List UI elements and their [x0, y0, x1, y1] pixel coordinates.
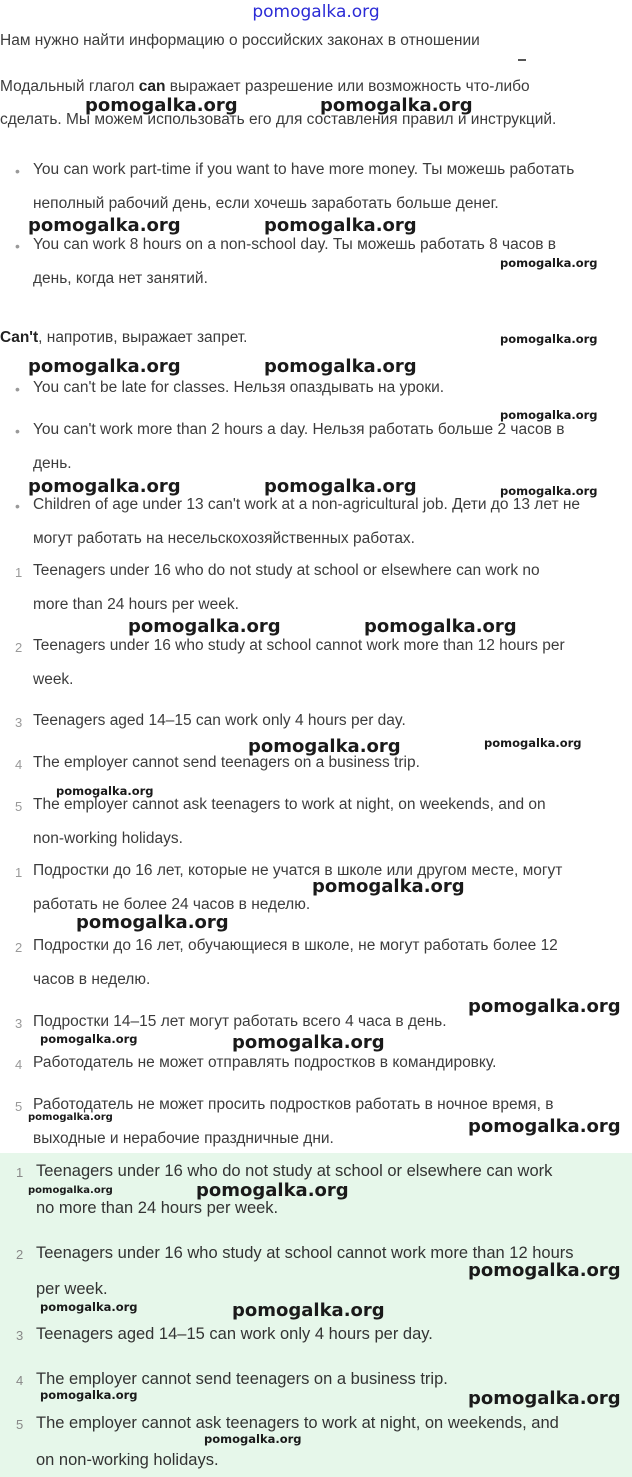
rule-line: more than 24 hours per week. — [33, 596, 239, 613]
modal-can-text-2: сделать. Мы можем использовать его для составления правил и инструкций. — [0, 111, 557, 128]
watermark: pomogalka.org — [204, 1432, 302, 1446]
list-number: 2 — [15, 640, 23, 655]
example-line: You can't work more than 2 hours a day. Нельзя работать больше 2 часов в — [33, 421, 565, 438]
rule-line: Подростки 14–15 лет могут работать всего 4 часа в день. — [33, 1013, 447, 1030]
watermark: pomogalka.org — [312, 876, 465, 897]
watermark: pomogalka.org — [500, 256, 598, 270]
rule-line: Teenagers under 16 who study at school cannot work more than 12 hours per — [33, 637, 565, 654]
watermark: pomogalka.org — [468, 996, 621, 1017]
watermark: pomogalka.org — [500, 332, 598, 346]
example-line: Children of age under 13 can't work at a non-agricultural job. Дети до 13 лет не — [33, 496, 581, 513]
list-number: 1 — [15, 865, 23, 880]
example-line: You can't be late for classes. Нельзя опаздывать на уроки. — [33, 379, 445, 396]
watermark: pomogalka.org — [264, 476, 417, 497]
example-line: день, когда нет занятий. — [33, 270, 208, 287]
watermark: pomogalka.org — [196, 1180, 349, 1201]
list-number: 5 — [16, 1417, 24, 1432]
answer-line: no more than 24 hours per week. — [36, 1199, 279, 1217]
rule-line: Подростки до 16 лет, которые не учатся в школе или другом месте, могут — [33, 862, 563, 879]
cant-text — [0, 329, 247, 347]
answer-line: Teenagers aged 14–15 can work only 4 hours per day. — [36, 1325, 433, 1343]
list-number: 3 — [15, 715, 23, 730]
rule-line: часов в неделю. — [33, 971, 151, 988]
answer-line: The employer cannot ask teenagers to work at night, on weekends, and — [36, 1414, 559, 1432]
bullet: • — [15, 238, 20, 254]
watermark: pomogalka.org — [484, 736, 582, 750]
example-line: You can work part-time if you want to have more money. Ты можешь работать — [33, 161, 575, 178]
rule-line: работать не более 24 часов в неделю. — [33, 896, 311, 913]
intro-text: Нам нужно найти информацию о российских законах в отношении — [0, 32, 480, 49]
rule-line: Teenagers aged 14–15 can work only 4 hours per day. — [33, 712, 406, 729]
rule-line: Работодатель не может отправлять подростков в командировку. — [33, 1054, 497, 1071]
example-line: могут работать на несельскохозяйственных работах. — [33, 530, 415, 547]
rule-line: Работодатель не может просить подростков работать в ночное время, в — [33, 1096, 554, 1113]
modal-text-pre: Модальный глагол — [0, 78, 139, 95]
bullet: • — [15, 163, 20, 179]
watermark: pomogalka.org — [40, 1388, 138, 1402]
watermark: pomogalka.org — [468, 1116, 621, 1137]
watermark: pomogalka.org — [500, 408, 598, 422]
watermark: pomogalka.org — [76, 912, 229, 933]
watermark: pomogalka.org — [468, 1260, 621, 1281]
example-line: неполный рабочий день, если хочешь заработать больше денег. — [33, 195, 499, 212]
example-line: You can work 8 hours on a non-school day. Ты можешь работать 8 часов в — [33, 236, 557, 253]
watermark: pomogalka.org — [500, 484, 598, 498]
rule-line: выходные и нерабочие праздничные дни. — [33, 1130, 334, 1147]
list-number: 4 — [15, 1057, 23, 1072]
watermark: pomogalka.org — [28, 1185, 113, 1196]
watermark: pomogalka.org — [232, 1032, 385, 1053]
watermark: pomogalka.org — [40, 1300, 138, 1314]
answer-line: Teenagers under 16 who do not study at school or elsewhere can work — [36, 1162, 553, 1180]
list-number: 5 — [15, 799, 23, 814]
cant-text-rest: , напротив, выражает запрет. — [38, 329, 248, 346]
bullet: • — [15, 381, 20, 397]
cut-text-fragment — [518, 58, 526, 61]
rule-line: Подростки до 16 лет, обучающиеся в школе, не могут работать более 12 — [33, 937, 558, 954]
answer-line: on non-working holidays. — [36, 1451, 219, 1469]
list-number: 4 — [16, 1373, 24, 1388]
example-line: день. — [33, 455, 72, 472]
rule-line: The employer cannot ask teenagers to work at night, on weekends, and on — [33, 796, 546, 813]
answer-line: per week. — [36, 1280, 108, 1298]
rule-line: non-working holidays. — [33, 830, 183, 847]
watermark: pomogalka.org — [232, 1300, 385, 1321]
watermark: pomogalka.org — [264, 356, 417, 377]
watermark: pomogalka.org — [28, 476, 181, 497]
watermark: pomogalka.org — [128, 616, 281, 637]
list-number: 3 — [16, 1328, 24, 1343]
cant-keyword: Can't — [0, 329, 39, 346]
watermark: pomogalka.org — [468, 1388, 621, 1409]
watermark: pomogalka.org — [56, 784, 154, 798]
list-number: 5 — [15, 1099, 23, 1114]
watermark: pomogalka.org — [248, 736, 401, 757]
watermark: pomogalka.org — [40, 1032, 138, 1046]
watermark: pomogalka.org — [28, 356, 181, 377]
watermark: pomogalka.org — [320, 95, 473, 116]
list-number: 2 — [16, 1247, 24, 1262]
bullet: • — [15, 423, 20, 439]
list-number: 1 — [15, 565, 23, 580]
modal-text-post: выражает разрешение или возможность что-либо — [165, 78, 530, 95]
list-number: 4 — [15, 757, 23, 772]
watermark: pomogalka.org — [264, 215, 417, 236]
rule-line: Teenagers under 16 who do not study at school or elsewhere can work no — [33, 562, 540, 579]
watermark: pomogalka.org — [28, 1112, 113, 1123]
rule-line: week. — [33, 671, 74, 688]
answer-line: Teenagers under 16 who study at school cannot work more than 12 hours — [36, 1244, 574, 1262]
modal-can-keyword: can — [138, 78, 166, 95]
watermark: pomogalka.org — [85, 95, 238, 116]
answer-line: The employer cannot send teenagers on a business trip. — [36, 1370, 448, 1388]
list-number: 1 — [16, 1165, 24, 1180]
list-number: 3 — [15, 1016, 23, 1031]
bullet: • — [15, 498, 20, 514]
watermark: pomogalka.org — [28, 215, 181, 236]
modal-can-text — [0, 78, 530, 96]
site-logo[interactable]: pomogalka.org — [252, 2, 380, 22]
rule-line: The employer cannot send teenagers on a business trip. — [33, 754, 420, 771]
list-number: 2 — [15, 940, 23, 955]
watermark: pomogalka.org — [364, 616, 517, 637]
